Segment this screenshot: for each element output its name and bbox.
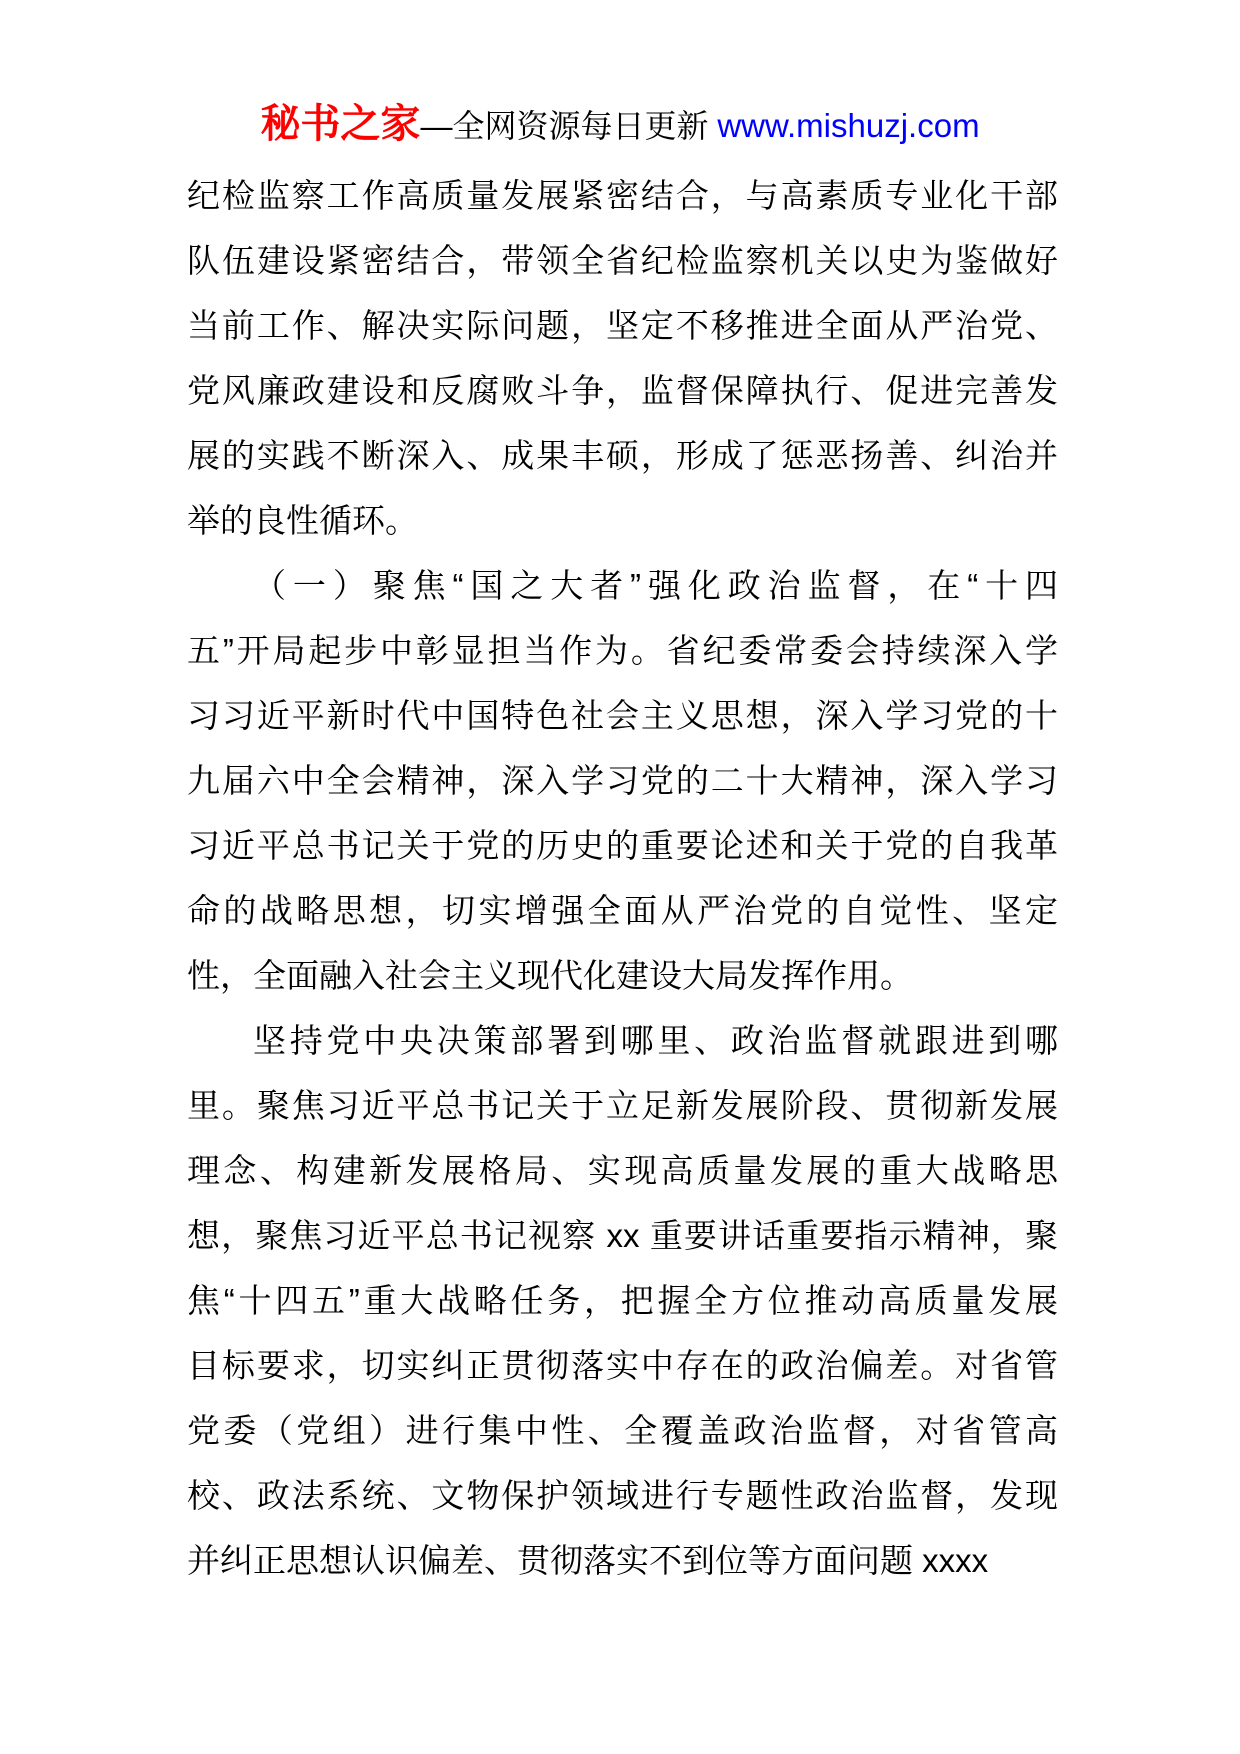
document-body bbox=[187, 163, 1058, 1593]
doc-line: 想，聚焦习近平总书记视察 xx 重要讲话重要指示精神，聚 bbox=[187, 1217, 1058, 1254]
doc-line: 习习近平新时代中国特色社会主义思想，深入学习党的十 bbox=[187, 697, 1058, 734]
doc-line: 习近平总书记关于党的历史的重要论述和关于党的自我革 bbox=[187, 827, 1058, 864]
doc-line: 党风廉政建设和反腐败斗争，监督保障执行、促进完善发 bbox=[187, 372, 1058, 409]
site-tagline: —全网资源每日更新 bbox=[420, 108, 718, 144]
doc-line: 纪检监察工作高质量发展紧密结合，与高素质专业化干部 bbox=[187, 177, 1058, 214]
doc-line: 性，全面融入社会主义现代化建设大局发挥作用。 bbox=[187, 957, 913, 994]
paragraph bbox=[187, 1008, 1058, 1593]
doc-line: 党委（党组）进行集中性、全覆盖政治监督，对省管高 bbox=[187, 1412, 1058, 1449]
paragraph bbox=[187, 553, 1058, 1008]
doc-line: 目标要求，切实纠正贯彻落实中存在的政治偏差。对省管 bbox=[187, 1347, 1058, 1384]
doc-line: 当前工作、解决实际问题，坚定不移推进全面从严治党、 bbox=[187, 307, 1058, 344]
doc-line: 展的实践不断深入、成果丰硕，形成了惩恶扬善、纠治并 bbox=[187, 437, 1058, 474]
page-header bbox=[0, 92, 1240, 149]
doc-line: 坚持党中央决策部署到哪里、政治监督就跟进到哪 bbox=[253, 1022, 1058, 1059]
doc-line: 并纠正思想认识偏差、贯彻落实不到位等方面问题 xxxx bbox=[187, 1542, 989, 1579]
doc-line: 理念、构建新发展格局、实现高质量发展的重大战略思 bbox=[187, 1152, 1058, 1189]
doc-line: （一）聚焦“国之大者”强化政治监督，在“十四 bbox=[253, 567, 1058, 604]
site-brand: 秘书之家 bbox=[260, 102, 421, 146]
doc-line: 校、政法系统、文物保护领域进行专题性政治监督，发现 bbox=[187, 1477, 1058, 1514]
doc-line: 九届六中全会精神，深入学习党的二十大精神，深入学习 bbox=[187, 762, 1058, 799]
doc-line: 焦“十四五”重大战略任务，把握全方位推动高质量发展 bbox=[187, 1282, 1058, 1319]
doc-line: 命的战略思想，切实增强全面从严治党的自觉性、坚定 bbox=[187, 892, 1058, 929]
doc-line: 里。聚焦习近平总书记关于立足新发展阶段、贯彻新发展 bbox=[187, 1087, 1058, 1124]
doc-line: 五”开局起步中彰显担当作为。省纪委常委会持续深入学 bbox=[187, 632, 1058, 669]
site-url-link[interactable]: www.mishuzj.com bbox=[717, 107, 980, 144]
paragraph bbox=[187, 163, 1058, 553]
doc-line: 队伍建设紧密结合，带领全省纪检监察机关以史为鉴做好 bbox=[187, 242, 1058, 279]
doc-line: 举的良性循环。 bbox=[187, 502, 418, 539]
